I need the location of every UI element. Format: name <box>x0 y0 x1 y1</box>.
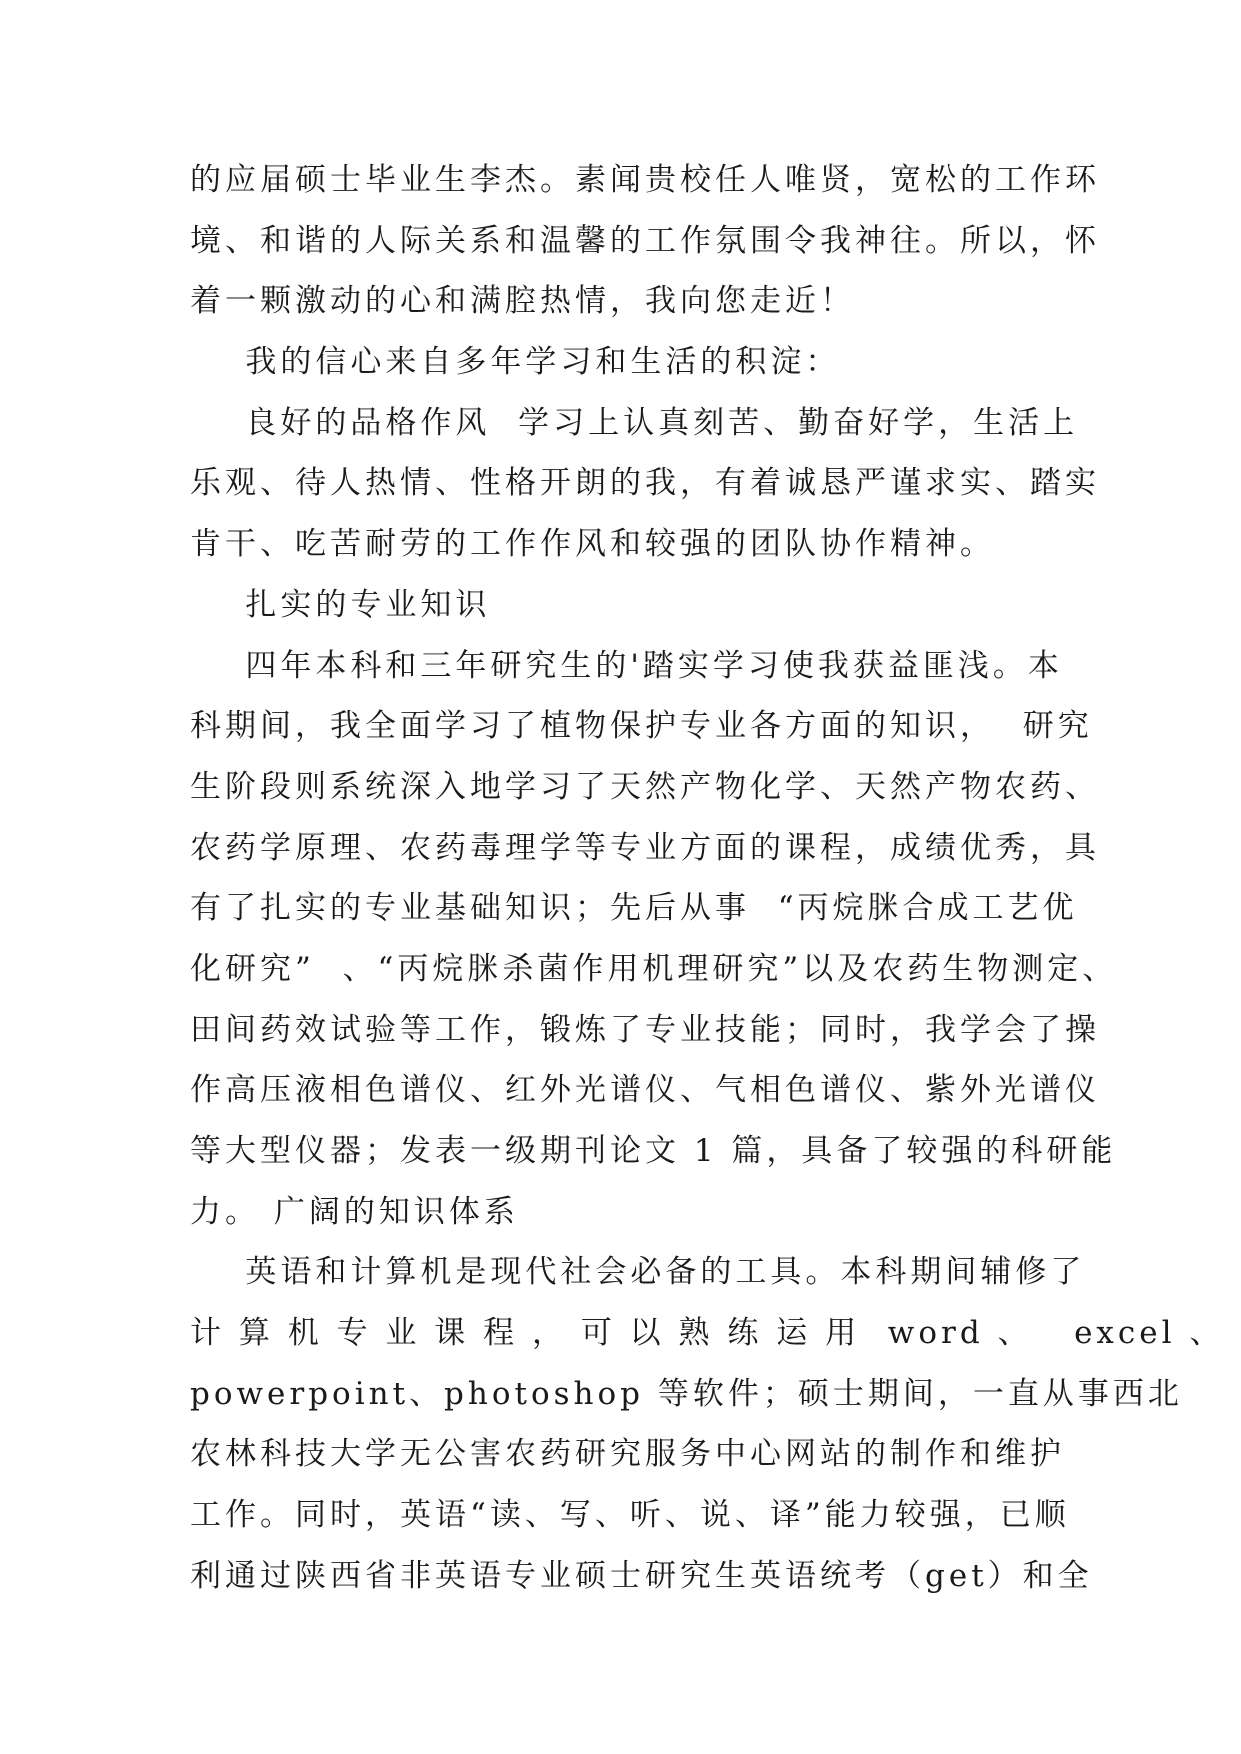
text-line: 农药学原理、农药毒理学等专业方面的课程，成绩优秀，具 <box>190 829 1100 866</box>
text-line: 工作。同时，英语“读、写、听、说、译”能力较强，已顺 <box>190 1497 1070 1534</box>
text-line: 利通过陕西省非英语专业硕士研究生英语统考（get）和全 <box>190 1557 1093 1594</box>
text-line: 四年本科和三年研究生的'踏实学习使我获益匪浅。本 <box>190 647 1063 684</box>
text-line: 着一颗激动的心和满腔热情，我向您走近！ <box>190 283 855 320</box>
text-line: 生阶段则系统深入地学习了天然产物化学、天然产物农药、 <box>190 768 1100 805</box>
text-line: 作高压液相色谱仪、红外光谱仪、气相色谱仪、紫外光谱仪 <box>190 1072 1100 1109</box>
text-line: 力。 广阔的知识体系 <box>190 1193 519 1230</box>
text-line: powerpoint、photoshop 等软件；硕士期间，一直从事西北 <box>190 1375 1183 1412</box>
text-line: 化研究” 、“丙烷脒杀菌作用机理研究”以及农药生物测定、 <box>190 950 1118 987</box>
text-line: 田间药效试验等工作，锻炼了专业技能；同时，我学会了操 <box>190 1011 1100 1048</box>
text-line: 肯干、吃苦耐劳的工作作风和较强的团队协作精神。 <box>190 526 995 563</box>
text-line: 良好的品格作风 学习上认真刻苦、勤奋好学，生活上 <box>190 404 1079 441</box>
text-line: 等大型仪器；发表一级期刊论文 1 篇，具备了较强的科研能 <box>190 1133 1117 1169</box>
text-line: 的应届硕士毕业生李杰。素闻贵校任人唯贤，宽松的工作环 <box>190 162 1100 198</box>
text-line: 乐观、待人热情、性格开朗的我，有着诚恳严谨求实、踏实 <box>190 465 1100 502</box>
body-text <box>190 150 1225 1607</box>
text-line: 英语和计算机是现代社会必备的工具。本科期间辅修了 <box>190 1254 1086 1291</box>
text-line: 我的信心来自多年学习和生活的积淀： <box>190 344 841 381</box>
text-line: 扎实的专业知识 <box>190 586 491 623</box>
text-line: 境、和谐的人际关系和温馨的工作氛围令我神往。所以，怀 <box>190 222 1100 259</box>
text-line: 计 算 机 专 业 课 程 ， 可 以 熟 练 运 用 word 、 excel 、 <box>190 1315 1225 1352</box>
text-line: 有了扎实的专业基础知识；先后从事 “丙烷脒合成工艺优 <box>190 890 1078 927</box>
text-line: 农林科技大学无公害农药研究服务中心网站的制作和维护 <box>190 1436 1065 1473</box>
text-line: 科期间，我全面学习了植物保护专业各方面的知识， 研究 <box>190 708 1093 745</box>
